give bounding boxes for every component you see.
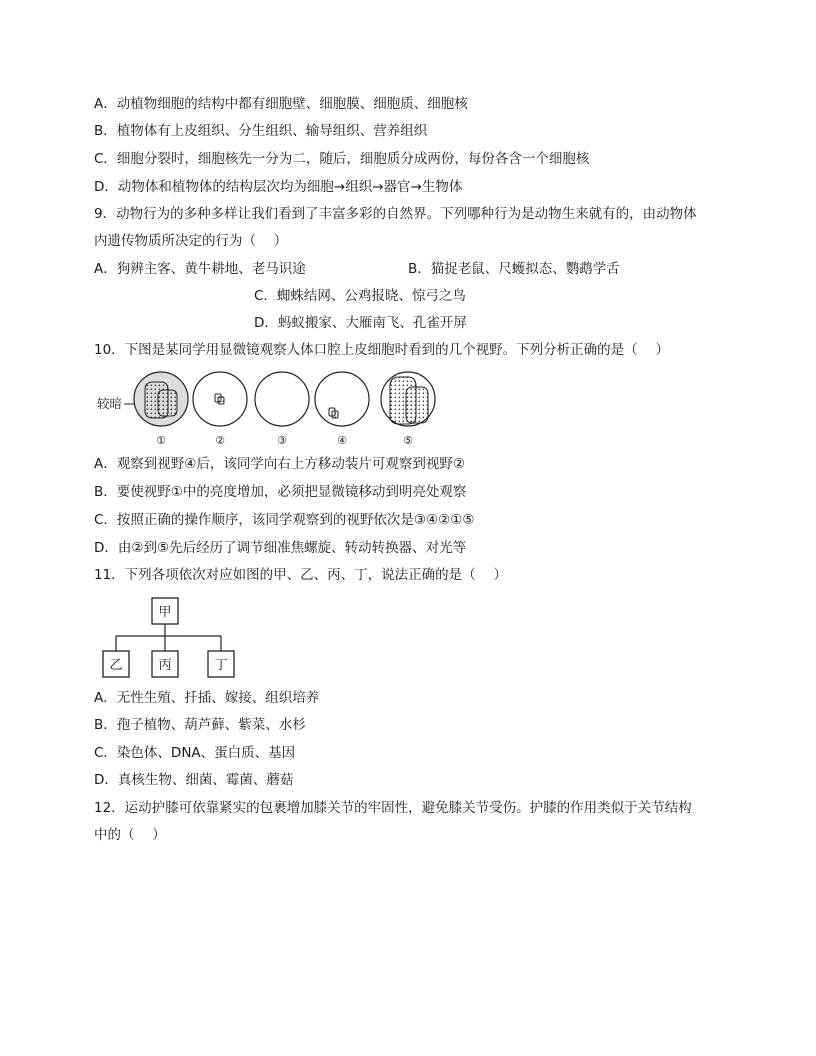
view-4 — [315, 372, 369, 447]
q8-option-b: B．植物体有上皮组织、分生组织、输导组织、营养组织 — [94, 123, 428, 139]
view-5 — [381, 372, 435, 447]
view-4-label: ④ — [337, 434, 347, 447]
tree-root-label: 甲 — [158, 605, 172, 620]
q11-option-d: D．真核生物、细菌、霉菌、蘑菇 — [94, 772, 294, 788]
q10-stem: 10．下图是某同学用显微镜观察人体口腔上皮细胞时看到的几个视野。下列分析正确的是（ ） — [94, 342, 669, 358]
q8-option-c: C．细胞分裂时，细胞核先一分为二，随后，细胞质分成两份，每份各含一个细胞核 — [94, 151, 590, 167]
q10-option-b: B．要使视野①中的亮度增加，必须把显微镜移动到明亮处观察 — [94, 484, 467, 500]
q9-option-a: A．狗辨主客、黄牛耕地、老马识途 — [94, 261, 306, 277]
view-1 — [134, 372, 188, 447]
q10-option-a: A．观察到视野④后，该同学向右上方移动装片可观察到视野② — [94, 456, 465, 472]
q9-option-c: C．蜘蛛结网、公鸡报晓、惊弓之鸟 — [254, 288, 466, 304]
q9-stem-line2: 内遗传物质所决定的行为（ ） — [94, 233, 288, 249]
view-2-label: ② — [215, 434, 225, 447]
tree-child-2-label: 丙 — [158, 658, 172, 673]
tree-child-3-label: 丁 — [214, 658, 228, 673]
view-3-label: ③ — [277, 434, 287, 447]
q8-option-d: D．动物体和植物体的结构层次均为细胞→组织→器官→生物体 — [94, 179, 463, 195]
view-1-label: ① — [156, 434, 166, 447]
q9-option-b: B．猫捉老鼠、尺蠖拟态、鹦鹉学舌 — [408, 261, 620, 277]
q12-stem-line2: 中的（ ） — [94, 827, 166, 843]
q10-option-c: C．按照正确的操作顺序，该同学观察到的视野依次是③④②①⑤ — [94, 512, 475, 528]
q10-option-d: D．由②到⑤先后经历了调节细准焦螺旋、转动转换器、对光等 — [94, 540, 467, 556]
view-3 — [255, 372, 309, 447]
q11-option-c: C．染色体、DNA、蛋白质、基因 — [94, 745, 296, 761]
tree-diagram — [96, 594, 246, 684]
q11-option-b: B．孢子植物、葫芦藓、紫菜、水杉 — [94, 717, 306, 733]
tree-child-1-label: 乙 — [109, 658, 123, 673]
q11-option-a: A．无性生殖、扦插、嫁接、组织培养 — [94, 690, 320, 706]
q11-stem: 11．下列各项依次对应如图的甲、乙、丙、丁，说法正确的是（ ） — [94, 567, 507, 583]
q9-stem-line1: 9．动物行为的多种多样让我们看到了丰富多彩的自然界。下列哪种行为是动物生来就有的，由动物体 — [94, 206, 697, 222]
view-5-label: ⑤ — [403, 434, 413, 447]
microscope-views-figure — [94, 368, 444, 450]
q12-stem-line1: 12．运动护膝可依靠紧实的包裹增加膝关节的牢固性，避免膝关节受伤。护膝的作用类似于关节结构 — [94, 800, 692, 816]
q8-option-a: A．动植物细胞的结构中都有细胞壁、细胞膜、细胞质、细胞核 — [94, 96, 468, 112]
q9-option-d: D．蚂蚁搬家、大雁南飞、孔雀开屏 — [254, 315, 467, 331]
view-2 — [193, 372, 247, 447]
dim-label: 较暗 — [97, 396, 123, 411]
